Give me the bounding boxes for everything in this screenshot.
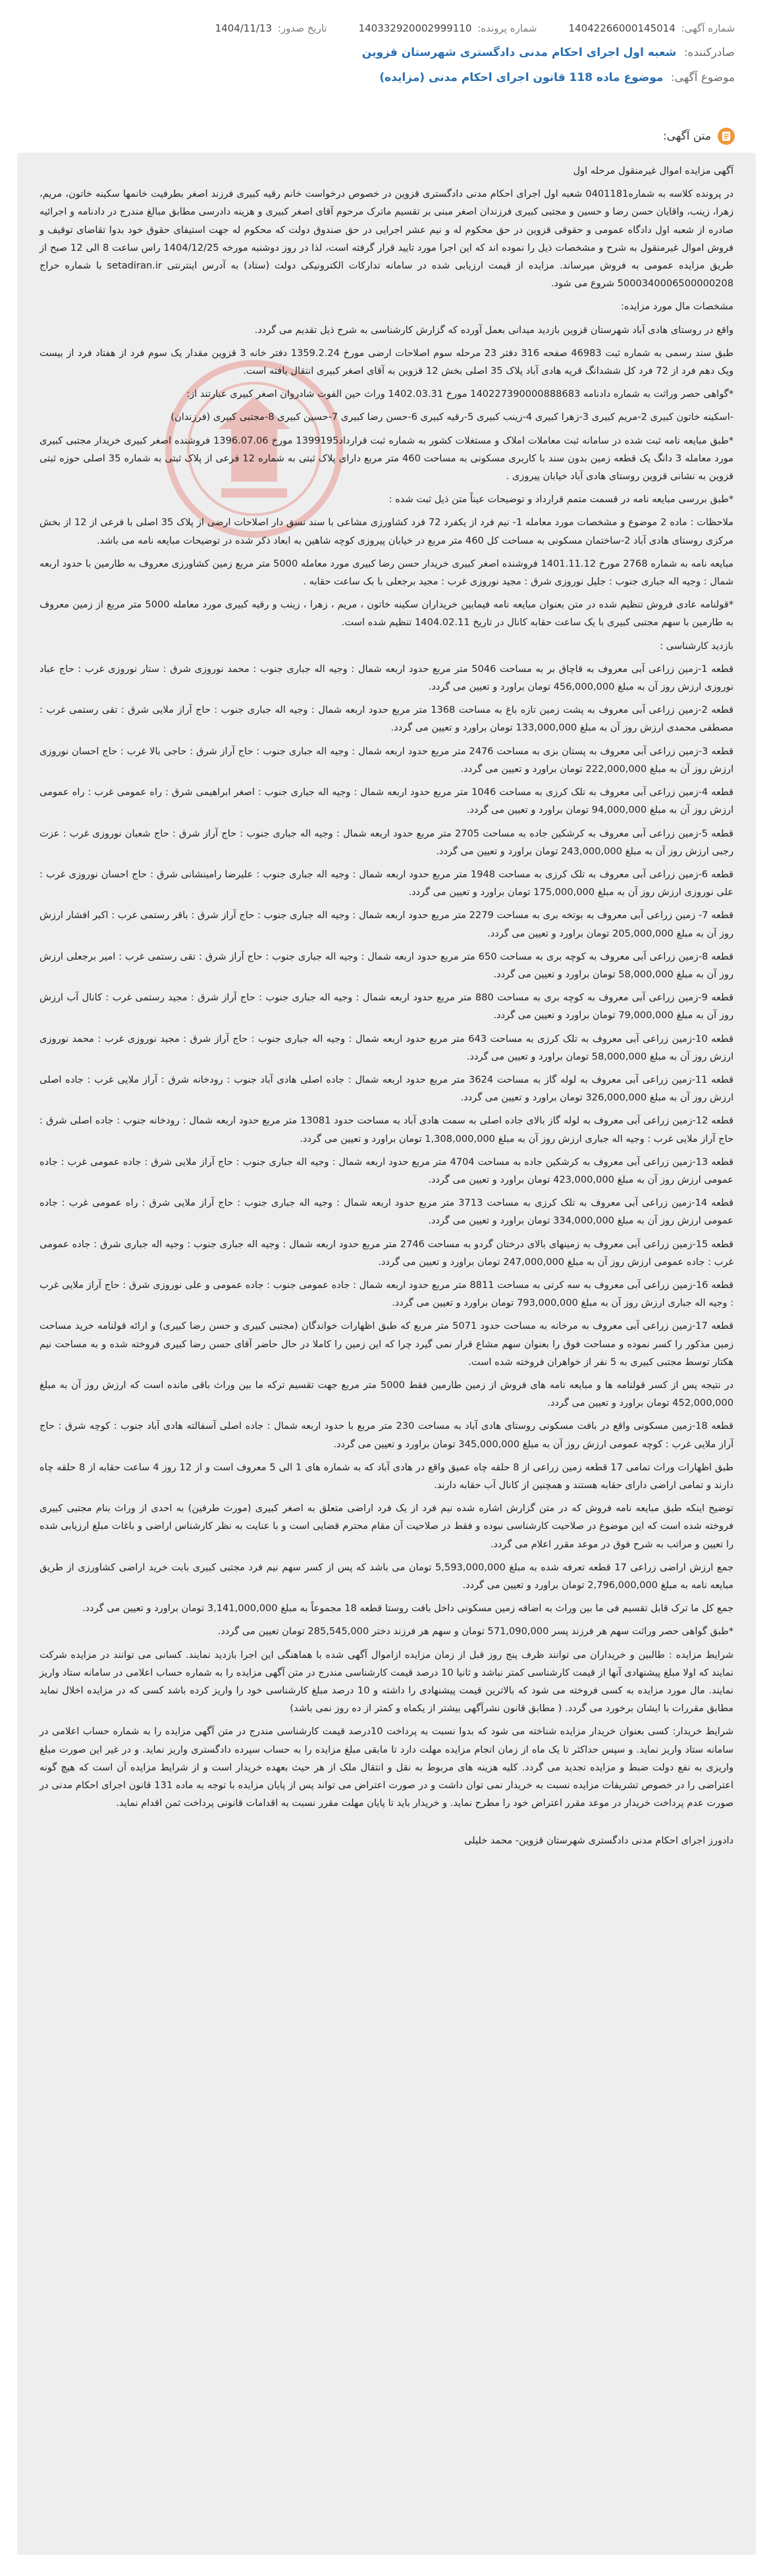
issuer-line bbox=[0, 34, 773, 59]
notice-paragraph: *گواهی حصر وراثت به شماره دادنامه 140227390000888683 مورخ 1402.03.31 وراث حین الفوت شادروان اصغر کبیری عبارتند از: bbox=[186, 388, 733, 400]
notice-paragraph: قطعه 15-زمین زراعی آبی معروف به زمینهای بالای درختان گردو به مساحت 2746 متر مربع حدود اربعه شمال : وجیه اله جباری جنوب : وجیه اله جباری شرق : جاده عمومی غرب : جاده عمومی ارزش روز آن به مبلغ 247,000,000 تومان براورد و تعیین می گردد. bbox=[40, 1238, 733, 1268]
notice-paragraph: قطعه 14-زمین زراعی آبی معروف به تلک کرزی به مساحت 3713 متر مربع حدود اربعه شمال : وجیه اله جباری جنوب : حاج آراز ملایی شرق : راه عمومی غرب : جاده عمومی ارزش روز آن به مبلغ 334,000,000 تومان براورد و تعیین می گردد. bbox=[40, 1197, 733, 1227]
notice-paragraph: قطعه 18-زمین مسکونی واقع در بافت مسکونی روستای هادی آباد به مساحت 230 متر مربع با حدود اربعه شمال : جاده اصلی آسفالته هادی آباد جنوب : کوچه شرق : حاج آراز ملایی غرب : کوچه عمومی ارزش روز آن به مبلغ 345,000,000 تومان براورد و تعیین می گردد. bbox=[40, 1420, 733, 1450]
notice-paragraph: مشخصات مال مورد مزایده: bbox=[621, 301, 733, 313]
notice-paragraph: قطعه 16-زمین زراعی آبی معروف به سه کرتی به مساحت 8811 متر مربع حدود اربعه شمال : جاده عمومی جنوب : جاده عمومی و علی نوروزی شرق : حاج آراز ملایی غرب : وجیه اله جباری ارزش روز آن به مبلغ 793,000,000 تومان براورد و تعیین می گردد. bbox=[40, 1279, 734, 1309]
notice-paragraph: مبایعه نامه به شماره 2768 مورخ 1401.11.12 فروشنده اصغر کبیری خریدار حسن رضا کبیری مورد معامله 5000 متر مربع زمین کشاورزی معروف به طارمین با حدود اربعه شمال : وجیه اله جباری جنوب : جلیل نوروزی شرق : مجید نوروزی غرب : مجید برجعلی با بک ساعت حقابه . bbox=[40, 557, 733, 588]
notice-paragraph: در پرونده کلاسه به شماره0401181 شعبه اول اجرای احکام مدنی دادگستری قزوین در خصوص درخواست خانم رقیه کبیری فرزند اصغر بطرفیت خانمها سکینه خاتون، مریم، زهرا، زینب، واقایان حسن رضا و حسین و مجتبی کبیری فرزندان اصغر مبنی بر تقسیم ماترک مرحوم آقای اصغر کبیری و هزینه دادرسی مطابق مبالغ مندرج در دادنامه و اجرائیه صادره از شعبه اول دادگاه عمومی و حقوقی قزوین در حق محکوم له و نیم عشر اجرایی در حق صندوق دولت که محکوم له جهت استیفای حقوق خود بدوا تقاضای توقیف و فروش اموال غیرمنقول به شرح و مشخصات ذیل را نموده اند که این اجرا مورد تایید قرار گرفته است، لذا در روز دوشنبه مورخه 1404/12/25 راس ساعت 8 الی 12 صبح از طریق مزایده عمومی به فروش میرساند. مزایده از قیمت ارزیابی شده در سامانه تدارکات الکترونیکی دولت (ستاد) به آدرس اینترنتی setadiran.ir با شماره حراج 5000340006500000208 شروع می شود. bbox=[40, 188, 734, 290]
issue-date-label: تاریخ صدور: bbox=[277, 22, 327, 34]
issuer-value: شعبه اول اجرای احکام مدنی دادگستری شهرستان قزوین bbox=[361, 46, 677, 59]
notice-paragraph: قطعه 12-زمین زراعی آبی معروف به لوله گاز بالای جاده اصلی به سمت هادی آباد به مساحت حدود 13081 متر مربع حدود اربعه شمال : رودخانه جنوب : جاده اصلی شرق : حاج آراز ملایی غرب : وجیه اله جباری ارزش روز آن به مبلغ 1,308,000,000 تومان براورد و تعیین می گردد. bbox=[40, 1115, 733, 1145]
notice-paragraph: قطعه 17-زمین زراعی آبی معروف به مرخانه به مساحت حدود 5071 متر مربع که طبق اظهارات خواندگان (مجتبی کبیری و حسن رضا کبیری) و ارائه قولنامه خرید مساحت زمین مذکور را کسر نموده و مساحت فوق را بعنوان سهم مشاع قرار نمی گیرد چرا که این زمین را کاملا در حال حاضر آقای حسن رضا کبیری فروخته شده و به مساحت نیم هکتار توسط مجتبی کبیری به 5 نفر از خواهران فروخته شده است. bbox=[40, 1320, 734, 1368]
subject-label: موضوع آگهی: bbox=[670, 71, 735, 84]
issuer-label: صادرکننده: bbox=[683, 46, 735, 59]
notice-paragraph: طبق اظهارات وراث تمامی 17 قطعه زمین زراعی از 8 حلقه چاه عمیق واقع در هادی آباد که به شماره های 1 الی 5 معروف است و از 12 روز 4 ساعت حقابه از 8 حلقه چاه دارند و تمامی اراضی دارای حقابه هستند و همچنین از کانال آب حقابه دارند. bbox=[40, 1461, 734, 1491]
notice-paragraph: قطعه 10-زمین زراعی آبی معروف به تلک کرزی به مساحت 643 متر مربع حدود اربعه شمال : وجیه اله جباری جنوب : حاج آراز شرق : مجید نوروزی غرب : محمد نوروزی ارزش روز آن به مبلغ 58,000,000 تومان براورد و تعیین می گردد. bbox=[40, 1033, 733, 1062]
notice-paragraph: قطعه 13-زمین زراعی آبی معروف به کرشکین جاده به مساحت 4704 متر مربع حدود اربعه شمال : وجیه اله جباری جنوب : حاج آراز ملایی شرق : جاده عمومی غرب : جاده عمومی ارزش روز آن به مبلغ 423,000,000 تومان براورد و تعیین می گردد. bbox=[40, 1156, 734, 1185]
case-number-value: 140332920002999110 bbox=[358, 22, 472, 34]
notice-paragraph: قطعه 3-زمین زراعی آبی معروف به پستان بزی به مساحت 2476 متر مربع حدود اربعه شمال : وجیه اله جباری جنوب : حاج آراز شرق : حاجی بالا غرب : حاج احسان نوروزی ارزش روز آن به مبلغ 222,000,000 تومان براورد و تعیین می گردد. bbox=[40, 745, 734, 775]
notice-meta-row bbox=[0, 0, 773, 34]
notice-paragraph: توضیح اینکه طبق مبایعه نامه فروش که در متن گزارش اشاره شده نیم فرد از یک فرد اراضی متعلق به اصغر کبیری (مورث طرفین) به احدی از وراث بنام مجتبی کبیری فروخته شده است که این موضوع در صلاحیت کارشناسی نبوده و فقط در صلاحیت آن مقام محترم قضایی است و با عنایت به نظر کارشناس اراضی و باغات مبلغ ارزیابی شده را تعیین و مراتب به شرح فوق در موعد مقرر اعلام می گردد. bbox=[40, 1503, 733, 1550]
notice-number-label: شماره آگهی: bbox=[681, 22, 735, 34]
notice-paragraph: جمع کل ما ترک قابل تقسیم فی ما بین وراث به اضافه زمین مسکونی داخل بافت روستا قطعه 18 مجموعاً به مبلغ 3,141,000,000 تومان براورد و تعیین می گردد. bbox=[82, 1603, 733, 1614]
subject-value: موضوع ماده 118 قانون اجرای احکام مدنی (مزایده) bbox=[379, 71, 664, 84]
notice-paragraph: جمع ارزش اراضی زراعی 17 قطعه تعرفه شده به مبلغ 5,593,000,000 تومان می باشد که پس از کسر سهم نیم فرد مجتبی کبیری بابت خرید اراضی کشاورزی از طریق مبایعه نامه به مبلغ 2,796,000,000 تومان براورد و تعیین می گردد. bbox=[40, 1561, 734, 1591]
notice-paragraph: قطعه 9-زمین زراعی آبی معروف به کوچه بری به مساحت 880 متر مربع حدود اربعه شمال : وجیه اله جباری جنوب : حاج آراز شرق : مجید رستمی غرب : کانال آب ارزش روز آن به مبلغ 79,000,000 تومان براورد و تعیین می گردد. bbox=[40, 992, 734, 1021]
notice-paragraph: آگهی مزایده اموال غیرمنقول مرحله اول bbox=[573, 165, 733, 176]
notice-paragraph: بازدید کارشناسی : bbox=[660, 640, 733, 652]
notice-body-box bbox=[17, 153, 756, 2555]
notice-paragraph: واقع در روستای هادی آباد شهرستان قزوین بازدید میدانی بعمل آورده که گزارش کارشناسی به شرح ذیل تقدیم می گردد. bbox=[254, 324, 733, 336]
notice-paragraph: قطعه 4-زمین زراعی آبی معروف به تلک کرزی به مساحت 1046 متر مربع حدود اربعه شمال : وجیه اله جباری جنوب : اصغر ابراهیمی شرق : راه عمومی غرب : راه عمومی ارزش روز آن به مبلغ 94,000,000 تومان براورد و تعیین می گردد. bbox=[40, 786, 733, 816]
notice-paragraph: شرایط مزایده : طالبین و خریداران می توانند ظرف پنج روز قبل از زمان مزایده ازاموال آگهی شده با هماهنگی این اجرا بازدید نمایند. کسانی می توانند در مزایده شرکت نمایند که اولا مبلغ پیشنهادی آنها از قیمت کارشناسی کمتر نباشد و ثانیا 10 درصد قیمت کارشناسی مندرج در متن آگهی مزایده را به شماره حساب اعلامی در سامانه ستاد واریز نمایند. مال مورد مزایده به کسی فروخته می شود که بالاترین قیمت پیشنهادی را داشته و 10 درصد مبلغ کارشناسی خود را واریز کرده باشد کسی که در مزایده اخلال نماید مطابق مقررات با ایشان برخورد می گردد. ( مطابق قانون نشرآگهی بیشتر از یکماه و کمتر از ده روز نمی باشد) bbox=[40, 1649, 733, 1714]
notice-paragraph: قطعه 1-زمین زراعی آبی معروف به قاچاق بر به مساحت 5046 متر مربع حدود اربعه شمال : وجیه اله جباری جنوب : محمد نوروزی شرق : ستار نوروزی غرب : حاج عباد نوروزی ارزش روز آن به مبلغ 456,000,000 تومان براورد و تعیین می گردد. bbox=[40, 663, 734, 693]
notice-paragraph: ملاحظات : ماده 2 موضوع و مشخصات مورد معامله 1- نیم فرد از یکفرد 72 فرد کشاورزی مشاعی با سند نسق دار اصلاحات ارضی از پلاک 35 اصلی با فرعی از 12 از بخش مرکزی روستای هادی آباد 2-ساختمان مسکونی به مساحت کل 460 متر مربع در خیابان پیروزی کوچه شاهین به ابعاد ذکر شده در توضیحات مبایعه نامه می باشد. bbox=[40, 517, 734, 546]
notice-number-value: 14042266000145014 bbox=[568, 22, 676, 34]
notice-paragraph: طبق سند رسمی به شماره ثبت 46983 صفحه 316 دفتر 23 مرحله سوم اصلاحات ارضی مورخ 1359.2.24 دفتر خانه 3 قزوین مقدار یک سوم فرد از هفتاد فرد از بیست ویک دهم فرد از 72 فرد کل ششدانگ قریه هادی آباد پلاک 35 اصلی بخش 12 قزوین به آقای اصغر کبیری انتقال یافته است. bbox=[40, 347, 734, 377]
case-number bbox=[359, 22, 537, 34]
text-heading bbox=[663, 128, 735, 145]
notice-body-text bbox=[40, 162, 733, 1855]
notice-paragraph: قطعه 6-زمین زراعی آبی معروف به تلک کرزی به مساحت 1948 متر مربع حدود اربعه شمال : وجیه اله جباری جنوب : علیرضا رامینشانی شرق : حاج احسان نوروزی غرب : علی نوروزی ارزش روز آن به مبلغ 175,000,000 تومان براورد و تعیین می گردد. bbox=[40, 868, 733, 898]
notice-paragraph: *قولنامه عادی فروش تنظیم شده در متن بعنوان مبایعه نامه فیمابین خریداران سکینه خاتون ، مریم ، زهرا ، زینب و رقیه کبیری مورد معامله 5000 متر مربع از زمین معروف به طارمین با سهم مجتبی کبیری با یک ساعت حقابه کانال در تاریخ 1404.02.11 تنظیم شده است. bbox=[40, 599, 733, 629]
text-heading-label: متن آگهی: bbox=[662, 130, 711, 143]
subject-line bbox=[0, 59, 773, 84]
notice-paragraph: قطعه 5-زمین زراعی آبی معروف به کرشکین جاده به مساحت 2705 متر مربع حدود اربعه شمال : وجیه اله جباری جنوب : حاج آراز شرق : حاج شعبان نوروزی غرب : عزت رجبی ارزش روز آن به مبلغ 243,000,000 تومان براورد و تعیین می گردد. bbox=[40, 827, 733, 857]
notice-paragraph: *طبق گواهی حصر وراثت سهم هر فرزند پسر 571,090,000 تومان و سهم هر فرزند دختر 285,545,000 تومان تعیین می گردد. bbox=[217, 1626, 733, 1637]
notice-paragraph: شرایط خریدار: کسی بعنوان خریدار مزایده شناخته می شود که بدوا نسبت به پرداخت 10درصد قیمت کارشناسی مندرج در متن آگهی مزایده را به شماره حساب اعلامی در سامانه ستاد واریز نماید. و سپس حداکثر تا یک ماه از زمان انجام مزایده مهلت دارد تا مابقی مبلغ مزایده را به حساب سپرده دادگستری واریز نماید. و در غیر این صورت مبلغ واریزی به نفع دولت ضبط و مزایده تجدید می گردد. کلیه هزینه های مربوط به نقل و انتقال ملک از هر حیث بعهده خریدار است و از شرایط مزایده آن است که هیچ گونه اعتراضی را در خصوص تشریفات مزایده نسبت به خریدار نمی توان داشت و در صورت اعتراض می تواند پس از پایان مزایده با توجه به ماده 131 قانون اجرای احکام مدنی در صورت عدم پرداخت خریدار در موعد مقرر اعتراض خود را مطرح نماید. و خریدار باید تا پایان مهلت مقرر نسبت به اقدامات قانونی پرداخت ثمن اقدام نماید. bbox=[40, 1726, 733, 1809]
notice-header bbox=[0, 0, 773, 118]
notice-number bbox=[569, 22, 735, 34]
notice-paragraph: قطعه 8-زمین زراعی آبی معروف به کوچه بری به مساحت 650 متر مربع حدود اربعه شمال : وجیه اله جباری جنوب : حاج آراز شرق : تقی رستمی غرب : امیر برجعلی ارزش روز آن به مبلغ 58,000,000 تومان براورد و تعیین می گردد. bbox=[40, 950, 733, 980]
notice-paragraph: دادورز اجرای احکام مدنی دادگستری شهرستان قزوین- محمد خلیلی bbox=[464, 1835, 733, 1847]
notice-paragraph: *طبق مبایعه نامه ثبت شده در سامانه ثبت معاملات املاک و مستغلات کشور به شماره ثبت قرارداد1399195 مورخ 1396.07.06 فروشنده اصغر کبیری خریدار مجتبی کبیری مورد معامله 3 دانگ یک قطعه زمین بدون سند با کاربری مسکونی به مساحت 460 متر مربع دارای پلاک ثبتی به شماره 12 فرعی از پلاک ثبتی به شماره 35 اصلی حوزه ثبتی قزوین به نشانی قزوین روستای هادی آباد خیابان پیروزی . bbox=[40, 434, 734, 482]
notice-paragraph: قطعه 7- زمین زراعی آبی معروف به بوتخه بری به مساحت 2279 متر مربع حدود اربعه شمال : وجیه اله جباری جنوب : حاج آراز شرق : باقر رستمی غرب : اکبر افشار ارزش روز آن به مبلغ 205,000,000 تومان براورد و تعیین می گردد. bbox=[40, 910, 733, 939]
document-icon bbox=[718, 128, 735, 145]
notice-paragraph: در نتیجه پس از کسر قولنامه ها و مبایعه نامه های فروش از زمین طارمین فقط 5000 متر مربع جهت تقسیم ترکه ما بین وراث باقی مانده است که ارزش روز آن به مبلغ 452,000,000 تومان براورد و تعیین می گردد. bbox=[40, 1379, 733, 1409]
issue-date-value: 1404/11/13 bbox=[215, 22, 273, 34]
issue-date bbox=[215, 22, 327, 34]
notice-paragraph: قطعه 2-زمین زراعی آبی معروف به پشت زمین تازه باغ به مساحت 1368 متر مربع حدود اربعه شمال : وجیه اله جباری جنوب : حاج آراز ملایی شرق : تقی رستمی غرب : مصطفی محمدی ارزش روز آن به مبلغ 133,000,000 تومان براورد و تعیین می گردد. bbox=[40, 704, 734, 734]
notice-paragraph: قطعه 11-زمین زراعی آبی معروف به لوله گاز به مساحت 3624 متر مربع حدود اربعه شمال : جاده اصلی هادی آباد جنوب : رودخانه شرق : آراز ملایی غرب : جاده اصلی ارزش روز آن به مبلغ 326,000,000 تومان براورد و تعیین می گردد. bbox=[40, 1073, 733, 1104]
case-number-label: شماره پرونده: bbox=[477, 22, 537, 34]
notice-paragraph: *طبق بررسی مبایعه نامه در قسمت متمم قرارداد و توضیحات عیناً متن ذیل ثبت شده : bbox=[388, 494, 733, 505]
notice-paragraph: -اسکینه خاتون کبیری 2-مریم کبیری 3-زهرا کبیری 4-زینب کبیری 5-رقیه کبیری 6-حسن رضا کبیری 7-حسین کبیری 8-مجتبی کبیری (فرزندان) bbox=[171, 411, 733, 423]
